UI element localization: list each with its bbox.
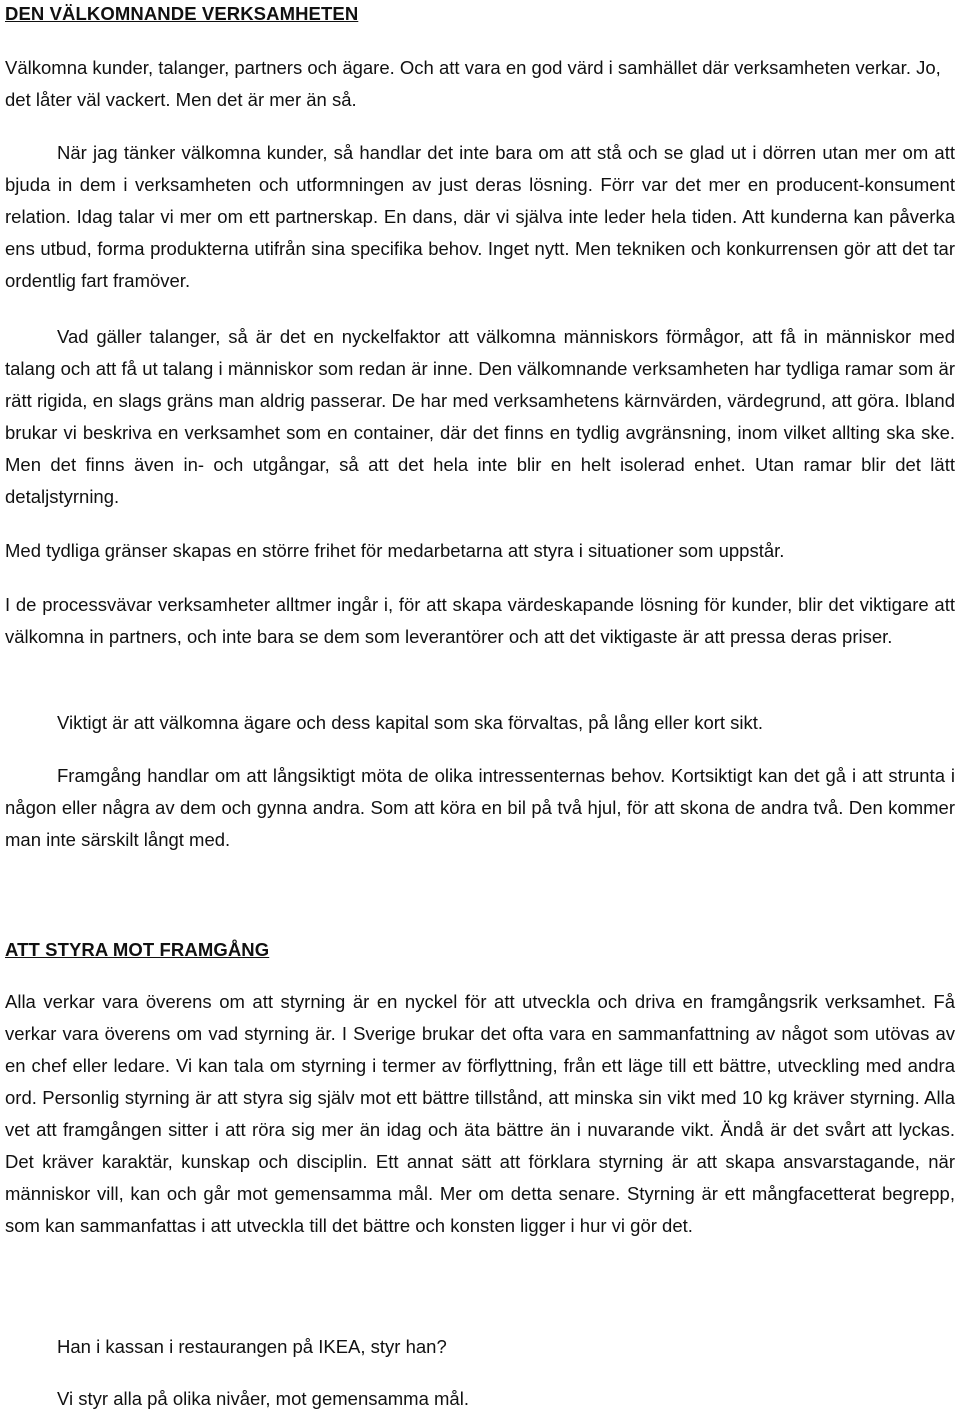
paragraph: Välkomna kunder, talanger, partners och ägare. Och att vara en god värd i samhället där verksamheten verkar. Jo, det låter väl vackert. Men det är mer än så. [5,57,941,110]
paragraph: När jag tänker välkomna kunder, så handlar det inte bara om att stå och se glad ut i dörren utan mer om att bjuda in dem i verksamheten och utformningen av just deras lösning. Förr var det mer en producent-konsument relation. Idag talar vi mer om ett partnerskap. En dans, där vi själva inte leder hela tiden. Att kunderna kan påverka ens utbud, forma produkterna utifrån sina specifika behov. Inget nytt. Men tekniken och konkurrensen gör att det tar ordentlig fart framöver. [5,142,955,291]
paragraph: Med tydliga gränser skapas en större frihet för medarbetarna att styra i situationer som uppstår. [5,540,785,561]
paragraph: Framgång handlar om att långsiktigt möta de olika intressenternas behov. Kortsiktigt kan det gå i att strunta i någon eller några av dem och gynna andra. Som att köra en bil på två hjul, för att skona de andra två. Den kommer man inte särskilt långt med. [5,765,955,850]
section-heading: DEN VÄLKOMNANDE VERKSAMHETEN [5,3,359,24]
paragraph: I de processvävar verksamheter alltmer ingår i, för att skapa värdeskapande lösning för kunder, blir det viktigare att välkomna in partners, och inte bara se dem som leverantörer och att det viktigaste är att pressa deras priser. [5,594,955,647]
paragraph: Han i kassan i restaurangen på IKEA, styr han? [57,1336,447,1357]
paragraph: Alla verkar vara överens om att styrning är en nyckel för att utveckla och driva en framgångsrik verksamhet. Få verkar vara överens om vad styrning är. I Sverige brukar det ofta vara en sammanfattning av något som utövas av en chef eller ledare. Vi kan tala om styrning i termer av förflyttning, från ett läge till ett bättre, utveckling med andra ord. Personlig styrning är att styra sig själv mot ett bättre tillstånd, att minska sin vikt med 10 kg kräver styrning. Alla vet att framgången sitter i att röra sig mer än idag och äta bättre än i nuvarande vikt. Ändå är det svårt att lyckas. Det kräver karaktär, kunskap och disciplin. Ett annat sätt att förklara styrning är att skapa ansvarstagande, när människor vill, kan och går mot gemensamma mål. Mer om detta senare. Styrning är ett mångfacetterat begrepp, som kan sammanfattas i att utveckla till det bättre och konsten ligger i hur vi gör det. [5,991,955,1236]
section-heading: ATT STYRA MOT FRAMGÅNG [5,939,270,960]
paragraph: Vad gäller talanger, så är det en nyckelfaktor att välkomna människors förmågor, att få in människor med talang och att få ut talang i människor som redan är inne. Den välkomnande verksamheten har tydliga ramar som är rätt rigida, en slags gräns man aldrig passerar. De har med verksamhetens kärnvärden, värdegrund, att göra. Ibland brukar vi beskriva en verksamhet som en container, där det finns en tydlig avgränsning, inom vilket allting ska ske. Men det finns även in- och utgångar, så att det hela inte blir en helt isolerad enhet. Utan ramar blir det lätt detaljstyrning. [5,326,955,507]
paragraph: Viktigt är att välkomna ägare och dess kapital som ska förvaltas, på lång eller kort sikt. [57,712,764,733]
paragraph: Vi styr alla på olika nivåer, mot gemensamma mål. [57,1388,469,1409]
